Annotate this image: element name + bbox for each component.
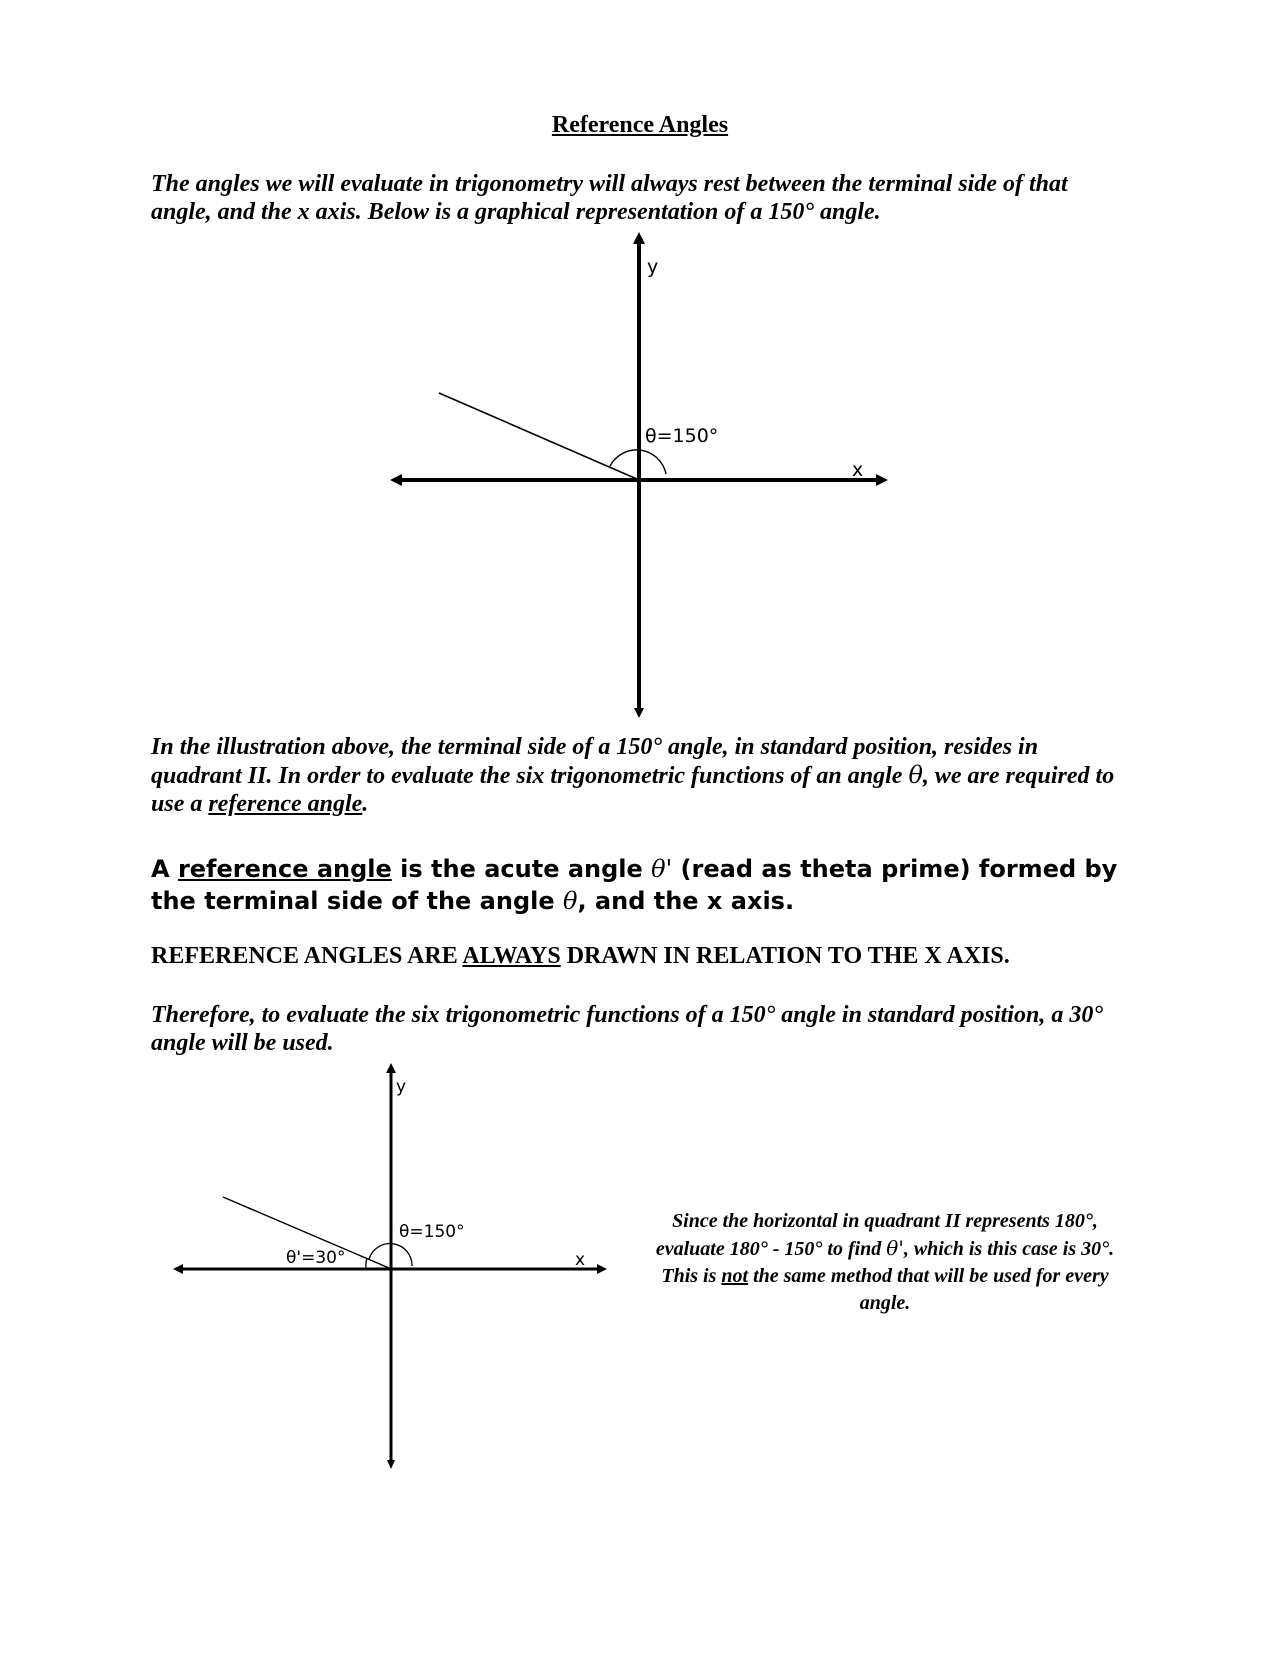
figure1-angle-label: θ=150° bbox=[645, 425, 719, 447]
note-emphasis: not bbox=[721, 1265, 749, 1287]
note-part1: Since the horizontal in quadrant II represents 180°, evaluate 180° - 150° to find bbox=[655, 1210, 1098, 1260]
figure1-y-label: y bbox=[647, 256, 659, 278]
definition-term: reference angle bbox=[177, 855, 392, 883]
intro-paragraph: The angles we will evaluate in trigonometry will always rest between the terminal side of that angle, and the x axis. Below is a graphical representation of a 150° angle. bbox=[151, 171, 1068, 225]
definition-paragraph bbox=[151, 853, 1151, 917]
theta-prime-symbol: θ' bbox=[886, 1236, 904, 1260]
figure2-y-label: y bbox=[396, 1077, 407, 1097]
illustration-text-after: . bbox=[362, 791, 369, 817]
figure2-ref-angle-label: θ'=30° bbox=[286, 1248, 346, 1268]
always-emphasis: ALWAYS bbox=[462, 943, 561, 969]
definition-part1: is the acute angle bbox=[391, 855, 652, 883]
always-statement bbox=[151, 943, 1010, 970]
theta-prime-symbol: θ' bbox=[651, 855, 673, 883]
illustration-paragraph bbox=[151, 733, 1131, 818]
definition-prefix: A bbox=[151, 855, 178, 883]
figure2-x-label: x bbox=[575, 1250, 586, 1270]
reference-angle-term: reference angle bbox=[208, 791, 363, 817]
theta-symbol: θ bbox=[908, 761, 923, 789]
always-before: REFERENCE ANGLES ARE bbox=[151, 943, 463, 969]
definition-part2: (read as theta prime) formed by the terminal side of the angle bbox=[151, 855, 1118, 915]
illustration-text-before: In the illustration above, the terminal side of a 150° angle, in standard position, resides in quadrant II. In order to evaluate the six trigonometric functions of an angle bbox=[151, 734, 1039, 789]
definition-part3: , and the x axis. bbox=[577, 887, 795, 915]
page-title: Reference Angles bbox=[551, 112, 729, 138]
theta-symbol: θ bbox=[563, 887, 578, 915]
therefore-paragraph: Therefore, to evaluate the six trigonometric functions of a 150° angle in standard position, a 30° angle will be used. bbox=[151, 1002, 1103, 1056]
illustration-text-middle: , we are required to use a bbox=[151, 763, 1115, 817]
note-paragraph bbox=[640, 1208, 1130, 1317]
figure2-angle-label: θ=150° bbox=[399, 1222, 465, 1242]
note-part2: , which is this case is 30°. This is bbox=[661, 1238, 1115, 1287]
always-after: DRAWN IN RELATION TO THE X AXIS. bbox=[560, 943, 1010, 969]
note-part3: the same method that will be used for every angle. bbox=[748, 1265, 1109, 1314]
figure1-x-label: x bbox=[852, 459, 864, 481]
